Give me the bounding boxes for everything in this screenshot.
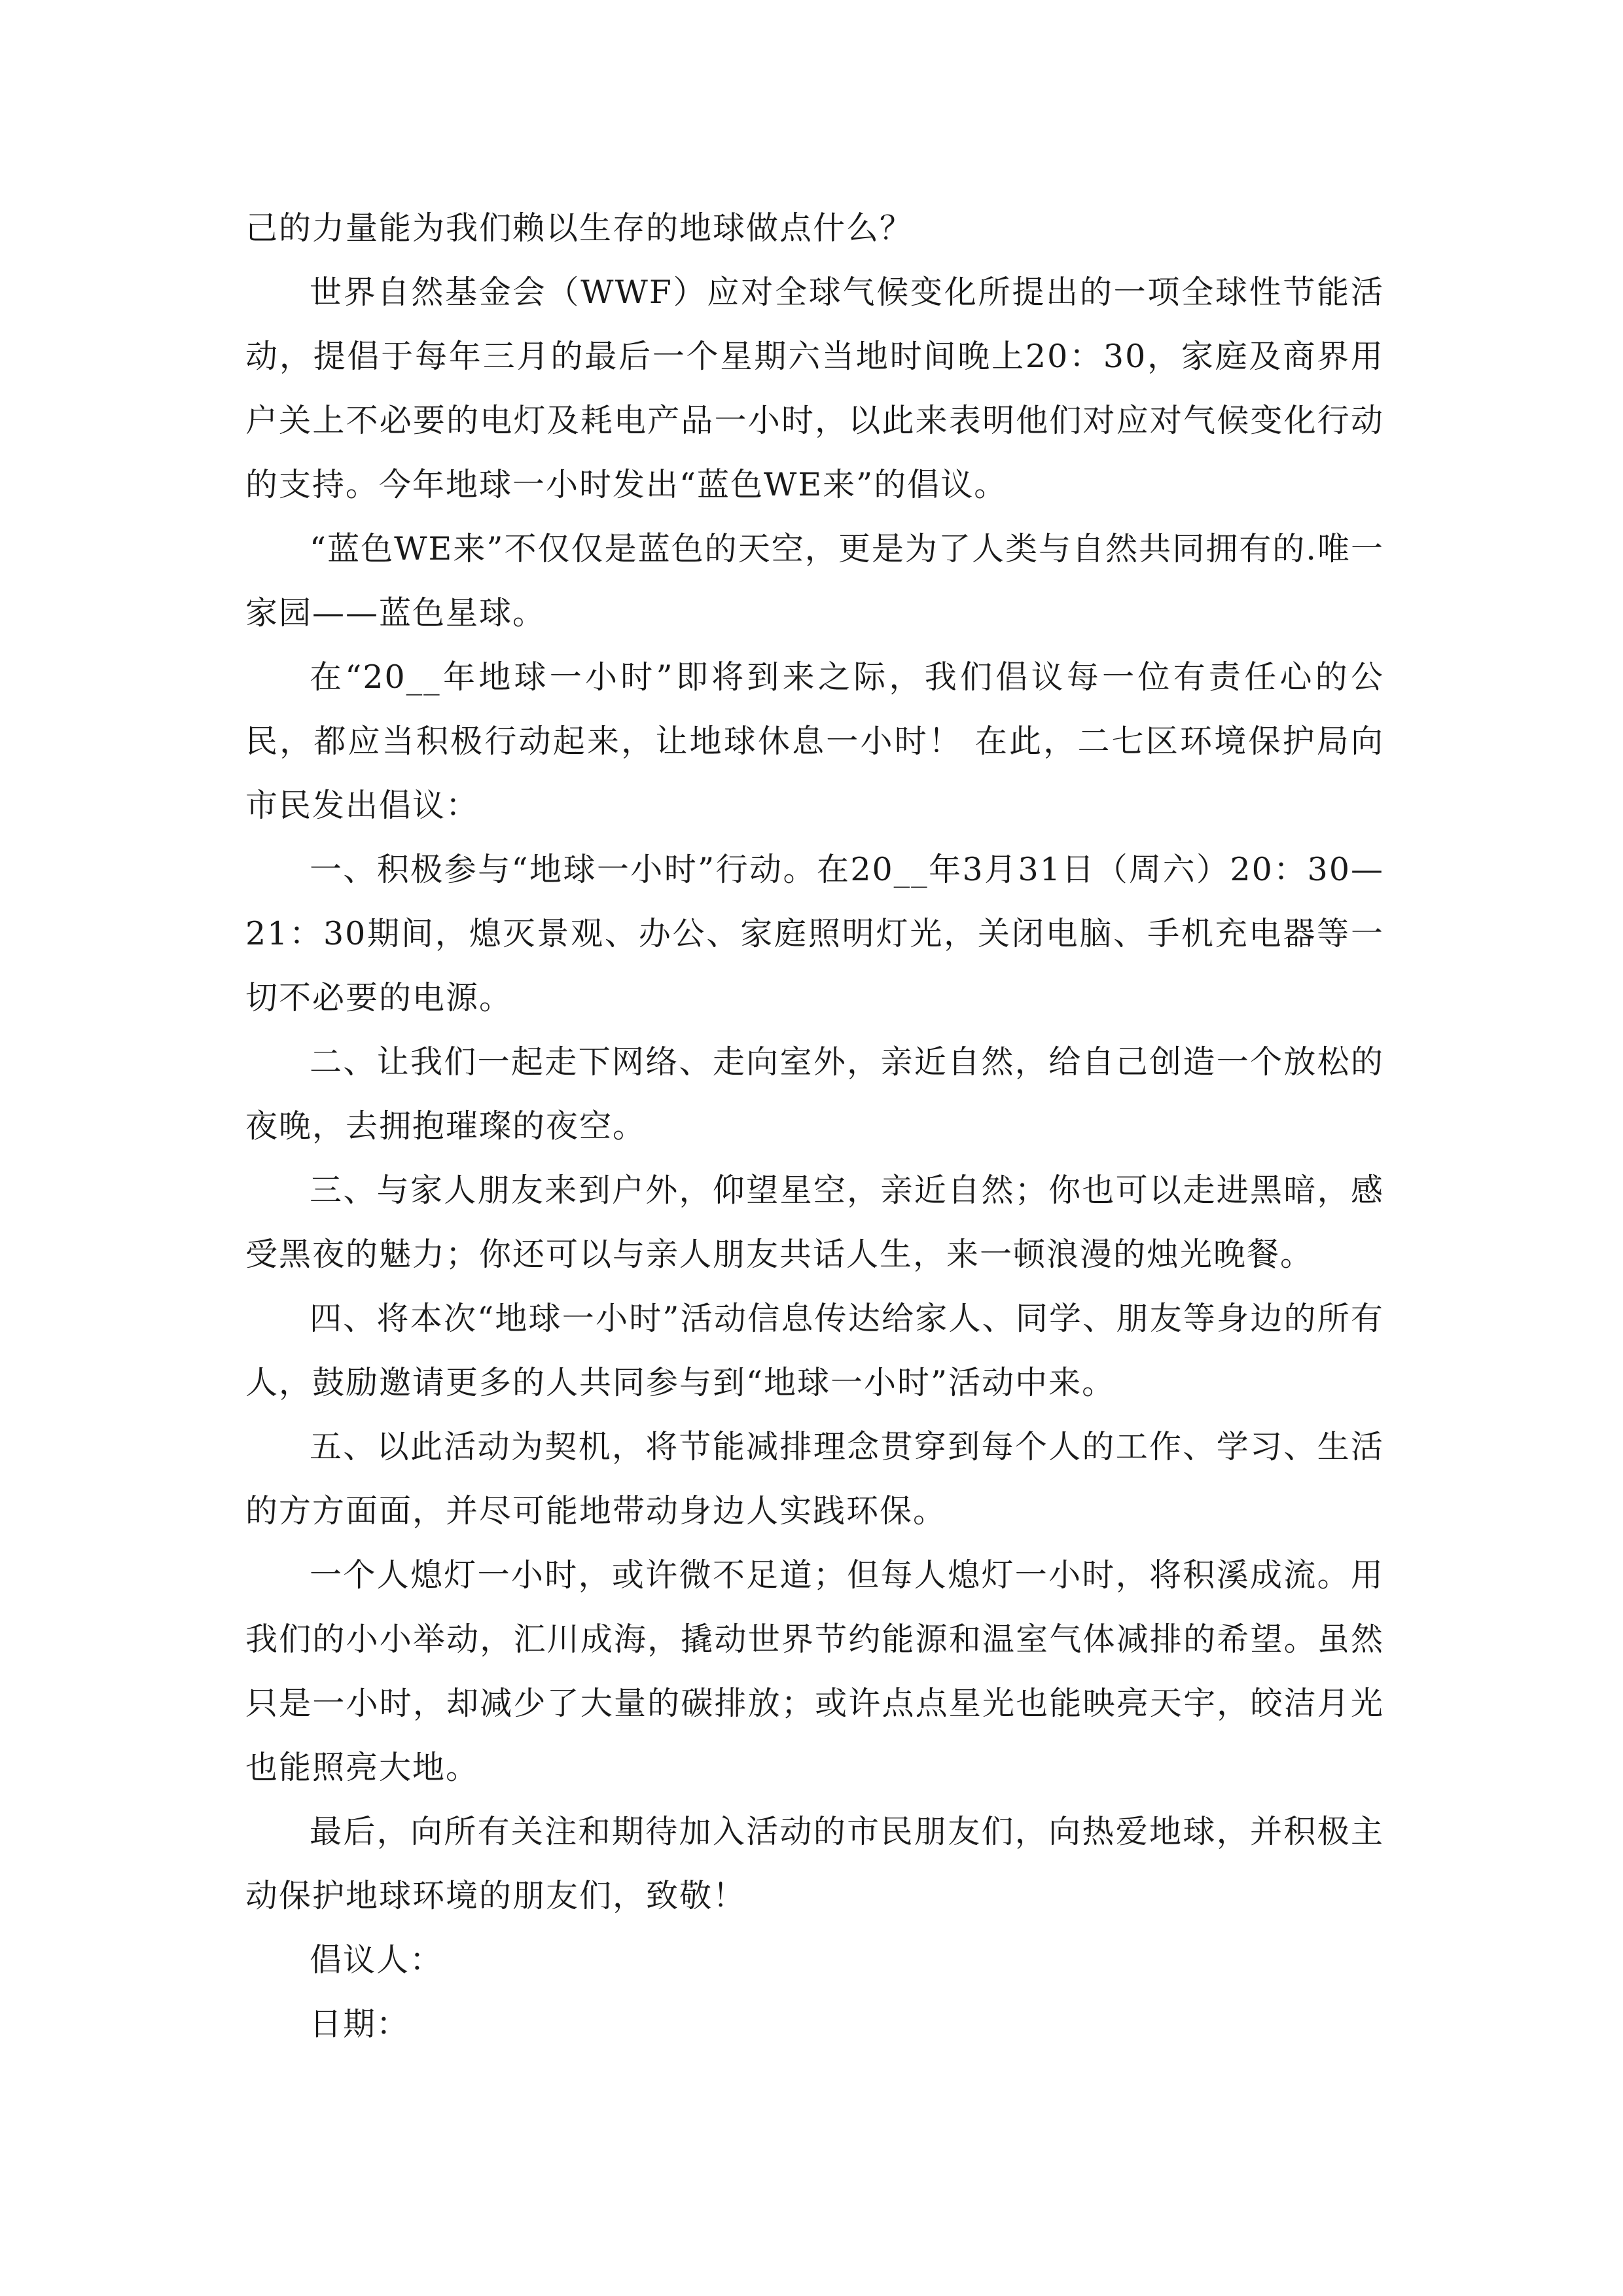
date-label: 日期：	[310, 2005, 410, 2043]
paragraph-wwf-intro: 世界自然基金会（WWF）应对全球气候变化所提出的一项全球性节能活动，提倡于每年三月的最后一个星期六当地时间晚上20：30，家庭及商界用户关上不必要的电灯及耗电产品一小时，以此来表明他们对应对气候变化行动的支持。今年地球一小时发出“蓝色WE来”的倡议。	[245, 274, 1384, 503]
paragraph-item-5: 五、以此活动为契机，将节能减排理念贯穿到每个人的工作、学习、生活的方方面面，并尽可能地带动身边人实践环保。	[245, 1428, 1384, 1530]
paragraph-call-to-action: 在“20__年地球一小时”即将到来之际，我们倡议每一位有责任心的公民，都应当积极行动起来，让地球休息一小时！ 在此，二七区环境保护局向市民发出倡议：	[245, 658, 1384, 824]
initiator-label: 倡议人：	[310, 1941, 444, 1979]
paragraph-blue-we: “蓝色WE来”不仅仅是蓝色的天空，更是为了人类与自然共同拥有的.唯一家园——蓝色星球。	[245, 530, 1384, 632]
paragraph-item-1: 一、积极参与“地球一小时”行动。在20__年3月31日（周六）20：30—21：30期间，熄灭景观、办公、家庭照明灯光，关闭电脑、手机充电器等一切不必要的电源。	[245, 851, 1384, 1016]
paragraph-closing: 最后，向所有关注和期待加入活动的市民朋友们，向热爱地球，并积极主动保护地球环境的朋友们，致敬！	[245, 1813, 1384, 1914]
paragraph-item-3: 三、与家人朋友来到户外，仰望星空，亲近自然；你也可以走进黑暗，感受黑夜的魅力；你还可以与亲人朋友共话人生，来一顿浪漫的烛光晚餐。	[245, 1172, 1384, 1273]
paragraph-continuation: 己的力量能为我们赖以生存的地球做点什么？	[245, 209, 914, 247]
paragraph-item-2: 二、让我们一起走下网络、走向室外，亲近自然，给自己创造一个放松的夜晚，去拥抱璀璨的夜空。	[245, 1043, 1384, 1145]
paragraph-item-4: 四、将本次“地球一小时”活动信息传达给家人、同学、朋友等身边的所有人，鼓励邀请更多的人共同参与到“地球一小时”活动中来。	[245, 1300, 1384, 1401]
document-body	[245, 196, 1384, 2056]
paragraph-one-hour: 一个人熄灯一小时，或许微不足道；但每人熄灯一小时，将积溪成流。用我们的小小举动，汇川成海，撬动世界节约能源和温室气体减排的希望。虽然只是一小时，却减少了大量的碳排放；或许点点星光也能映亮天宇，皎洁月光也能照亮大地。	[245, 1556, 1384, 1786]
